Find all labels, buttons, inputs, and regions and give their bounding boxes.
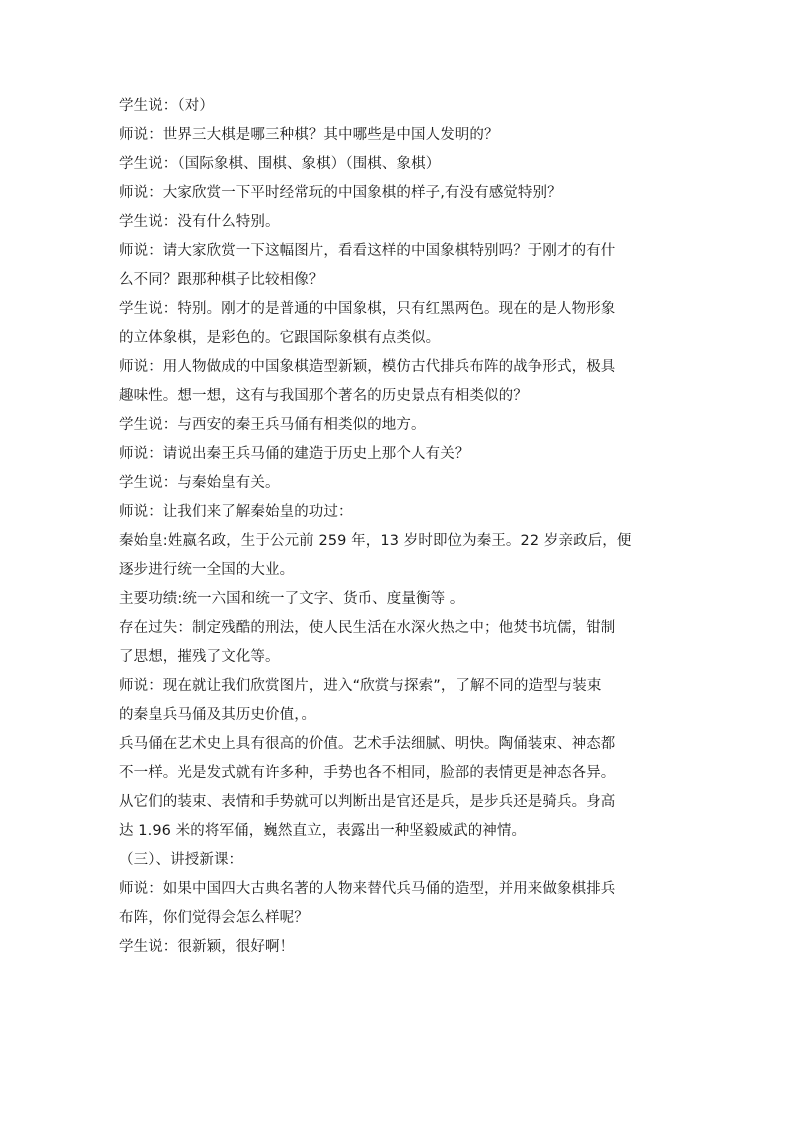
text-line: 学生说：没有什么特别。: [119, 214, 280, 230]
text-line: 学生说：（国际象棋、围棋、象棋）（围棋、象棋）: [119, 156, 441, 172]
text-line: 从它们的装束、表情和手势就可以判断出是官还是兵，是步兵还是骑兵。身高: [119, 794, 616, 810]
document-page: [119, 92, 679, 962]
text-line: 师说：用人物做成的中国象棋造型新颖，模仿古代排兵布阵的战争形式，极具: [119, 359, 616, 375]
text-line: 的立体象棋，是彩色的。它跟国际象棋有点类似。: [119, 330, 441, 346]
text-line: 存在过失：制定残酷的刑法，使人民生活在水深火热之中；他焚书坑儒，钳制: [119, 620, 616, 636]
text-line: 达 1.96 米的将军俑，巍然直立，表露出一种坚毅威武的神情。: [119, 823, 527, 839]
text-line: 学生说：（对）: [119, 98, 214, 114]
text-line: 么不同？跟那种棋子比较相像？: [119, 272, 324, 288]
text-line: 师说：现在就让我们欣赏图片，进入“欣赏与探索”，了解不同的造型与装束: [119, 678, 602, 694]
text-line: 主要功绩:统一六国和统一了文字、货币、度量衡等 。: [119, 591, 465, 607]
text-line: 学生说：很新颖，很好啊！: [119, 939, 295, 955]
text-line: 师说：大家欣赏一下平时经常玩的中国象棋的样子,有没有感觉特别？: [119, 185, 562, 201]
text-line: 学生说：与西安的秦王兵马俑有相类似的地方。: [119, 417, 426, 433]
text-line: 师说：请大家欣赏一下这幅图片，看看这样的中国象棋特别吗？于刚才的有什: [119, 243, 616, 259]
text-line: 师说：如果中国四大古典名著的人物来替代兵马俑的造型，并用来做象棋排兵: [119, 881, 616, 897]
text-line: 了思想，摧残了文化等。: [119, 649, 280, 665]
text-line: 兵马俑在艺术史上具有很高的价值。艺术手法细腻、明快。陶俑装束、神态都: [119, 736, 616, 752]
text-line: 秦始皇:姓嬴名政，生于公元前 259 年，13 岁时即位为秦王。22 岁亲政后，便: [119, 533, 632, 549]
section-heading: （三）、讲授新课：: [119, 852, 244, 868]
text-line: 师说：世界三大棋是哪三种棋？其中哪些是中国人发明的？: [119, 127, 499, 143]
text-line: 学生说：与秦始皇有关。: [119, 475, 280, 491]
text-line: 布阵，你们觉得会怎么样呢？: [119, 910, 309, 926]
text-line: 不一样。光是发式就有许多种，手势也各不相同，脸部的表情更是神态各异。: [119, 765, 616, 781]
text-line: 师说：请说出秦王兵马俑的建造于历史上那个人有关？: [119, 446, 470, 462]
text-line: 的秦皇兵马俑及其历史价值，。: [119, 707, 317, 723]
text-line: 师说：让我们来了解秦始皇的功过：: [119, 504, 353, 520]
text-line: 逐步进行统一全国的大业。: [119, 562, 295, 578]
text-line: 学生说：特别。刚才的是普通的中国象棋，只有红黑两色。现在的是人物形象: [119, 301, 616, 317]
text-line: 趣味性。想一想，这有与我国那个著名的历史景点有相类似的？: [119, 388, 528, 404]
